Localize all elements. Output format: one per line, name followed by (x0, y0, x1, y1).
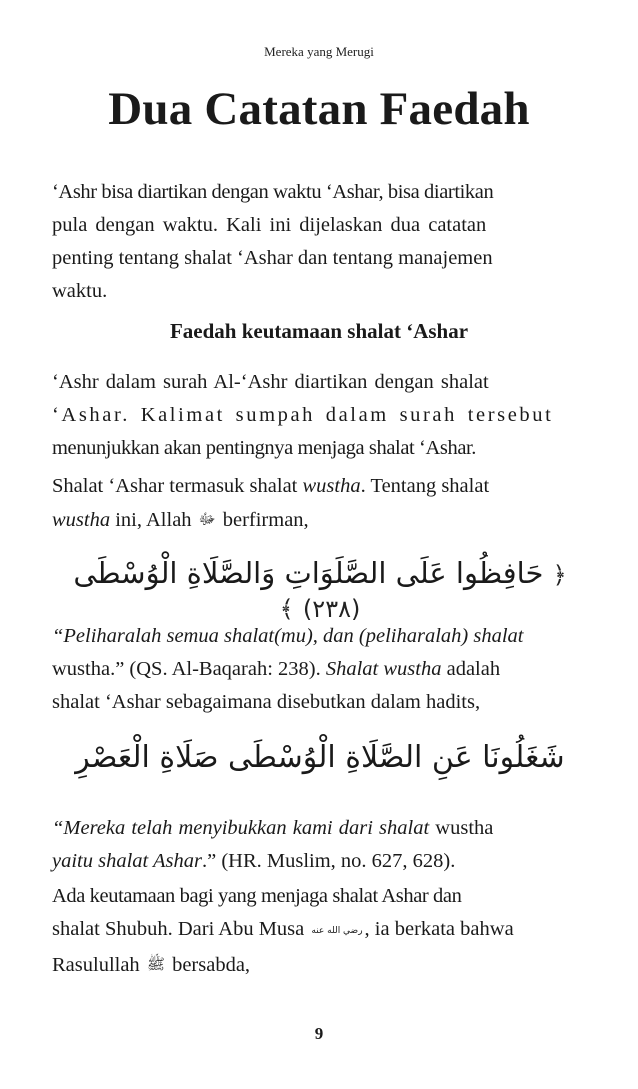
intro-line: penting tentang shalat ‘Ashar dan tentang manajemen (52, 247, 493, 269)
italic-term: wustha (52, 509, 111, 531)
italic-translation: “Mereka telah menyibukkan kami dari shalat (52, 817, 430, 839)
intro-line: waktu. (52, 280, 108, 302)
paragraph-line (52, 948, 588, 982)
text-fragment: wustha.” (QS. Al-Baqarah: 238). (52, 658, 326, 680)
ornate-bracket-close: ﴾ (279, 595, 294, 623)
intro-line: ‘Ashr bisa diartikan dengan waktu ‘Ashar, bisa diartikan (52, 181, 494, 203)
text-fragment: Rasulullah (52, 954, 145, 976)
page-title: Dua Catatan Faedah (108, 83, 530, 135)
paragraph-line (52, 913, 588, 948)
paragraph-ashr-meaning (52, 366, 588, 465)
text-fragment: wustha (429, 817, 494, 839)
italic-translation: “Peliharalah semua shalat(mu), dan (peliharalah) shalat (52, 625, 524, 647)
text-fragment: Shalat ‘Ashar termasuk shalat (52, 475, 303, 497)
paragraph-line: ‘Ashr dalam surah Al-‘Ashr diartikan dengan shalat (52, 371, 489, 393)
paragraph-line (52, 620, 588, 653)
text-fragment: bersabda, (166, 954, 251, 976)
section-subheading: Faedah keutamaan shalat ‘Ashar (169, 319, 469, 343)
text-fragment: adalah (441, 658, 501, 680)
text-fragment: , ia berkata bahwa (364, 918, 514, 940)
intro-paragraph (52, 176, 588, 308)
paragraph-line (52, 470, 588, 503)
paragraph-line: menunjukkan akan pentingnya menjaga shalat ‘Ashar. (52, 437, 477, 459)
paragraph-line: Ada keutamaan bagi yang menjaga shalat Ashar dan (52, 885, 462, 907)
paragraph-line: shalat ‘Ashar sebagaimana disebutkan dalam hadits, (52, 691, 481, 713)
intro-line: pula dengan waktu. Kali ini dijelaskan dua catatan (52, 214, 487, 236)
text-fragment: shalat Shubuh. Dari Abu Musa (52, 918, 310, 940)
page-number: 9 (314, 1024, 324, 1043)
text-fragment: .” (HR. Muslim, no. 627, 628). (201, 850, 456, 872)
verse-number: ٢٣٨ (312, 595, 351, 623)
paragraph-line (52, 845, 588, 878)
verse-translation (52, 620, 588, 719)
paragraph-wustha (52, 470, 588, 537)
running-header: Mereka yang Merugi (264, 44, 374, 59)
honorific-saw-glyph: ﷺ (146, 955, 165, 973)
ornate-bracket-open: ﴿ (552, 561, 567, 589)
verse-number-ornament: (٢٣٨) (302, 595, 361, 623)
italic-translation: yaitu shalat Ashar (52, 850, 202, 872)
arabic-verse-text: حَافِظُوا عَلَى الصَّلَوَاتِ وَالصَّلَاةِ الْوُسْطَى (73, 556, 544, 590)
honorific-allah-glyph: ﷻ (198, 510, 216, 528)
text-fragment: berfirman, (217, 509, 309, 531)
paragraph-line (52, 653, 588, 686)
hadith-arabic: شَغَلُونَا عَنِ الصَّلَاةِ الْوُسْطَى صَلَاةِ الْعَصْرِ (75, 740, 565, 775)
text-fragment: . Tentang shalat (360, 475, 490, 497)
paragraph-line: ‘Ashar. Kalimat sumpah dalam surah tersebut (52, 404, 554, 426)
honorific-radhiyallahu-glyph: رضي الله عنه (311, 926, 363, 936)
paragraph-abu-musa (52, 880, 588, 982)
paragraph-line (52, 503, 588, 537)
italic-term: Shalat wustha (325, 658, 442, 680)
hadith-translation (52, 812, 588, 878)
text-fragment: ini, Allah (110, 509, 197, 531)
italic-term: wustha (302, 475, 361, 497)
quran-verse (52, 556, 588, 624)
paragraph-line (52, 812, 588, 845)
